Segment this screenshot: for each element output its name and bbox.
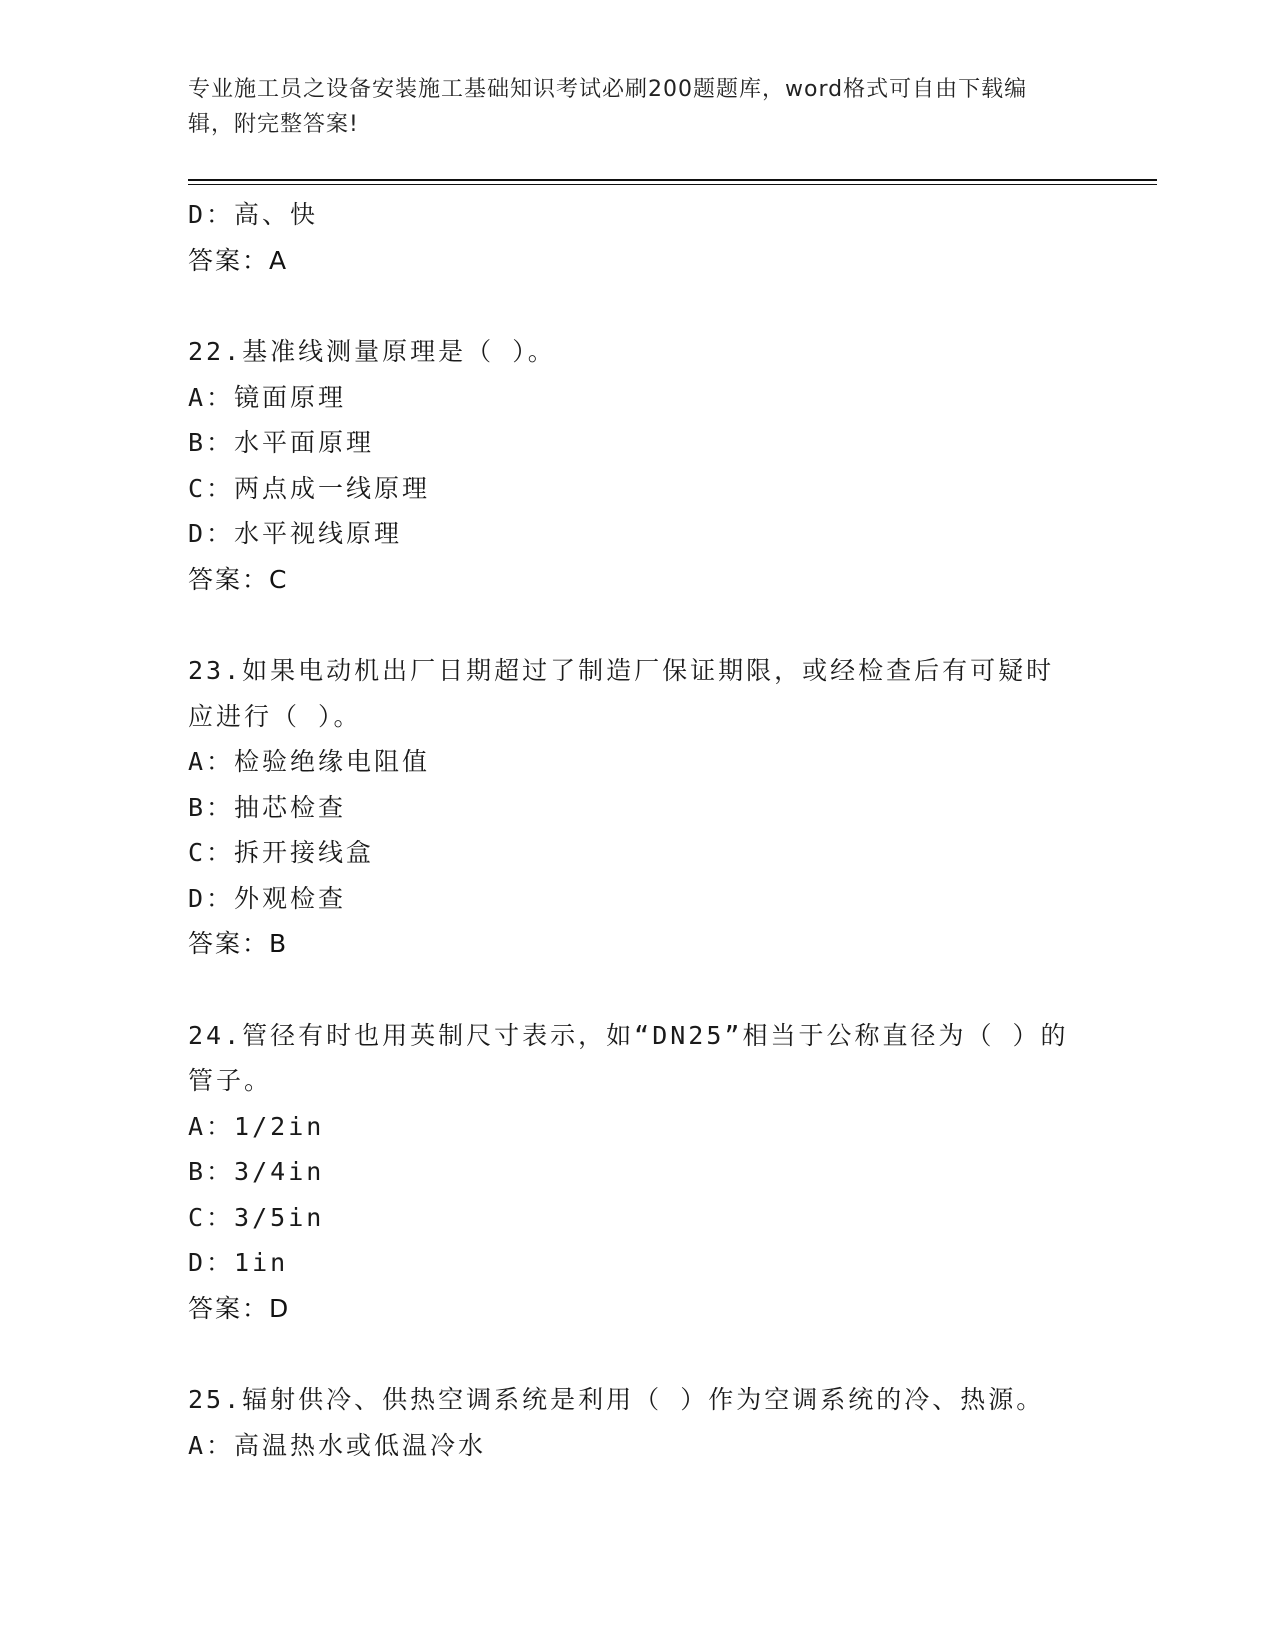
question-24-option-a: A：1/2in xyxy=(188,1111,325,1141)
question-22-option-a: A：镜面原理 xyxy=(188,382,347,412)
question-24-option-d: D：1in xyxy=(188,1248,289,1277)
header-divider-thick xyxy=(188,179,1157,181)
question-22-answer: 答案：C xyxy=(188,564,289,594)
question-22-option-b: B：水平面原理 xyxy=(188,428,375,457)
question-23-option-b: B：抽芯检查 xyxy=(188,792,347,822)
question-21-option-d: D：高、快 xyxy=(188,200,319,229)
question-22-option-d: D：水平视线原理 xyxy=(188,519,403,548)
question-24-answer: 答案：D xyxy=(188,1293,291,1323)
question-23-answer: 答案：B xyxy=(188,929,289,958)
question-22-stem: 22.基准线测量原理是（ ）。 xyxy=(188,337,556,366)
question-23-option-c: C：拆开接线盒 xyxy=(188,838,375,867)
question-spacer xyxy=(188,602,1088,648)
header-divider-thin xyxy=(188,184,1157,185)
question-24-option-c: C：3/5in xyxy=(188,1202,325,1232)
question-24-option-b: B：3/4in xyxy=(188,1157,325,1186)
question-22-option-c: C：两点成一线原理 xyxy=(188,473,431,503)
question-25-stem: 25.辐射供冷、供热空调系统是利用（ ）作为空调系统的冷、热源。 xyxy=(188,1385,1045,1414)
question-24-stem: 24.管径有时也用英制尺寸表示，如“DN25”相当于公称直径为（ ）的管子。 xyxy=(188,1020,1069,1095)
question-spacer xyxy=(188,967,1088,1013)
question-spacer xyxy=(188,283,1088,329)
question-25-option-a: A：高温热水或低温冷水 xyxy=(188,1430,487,1460)
question-23-option-d: D：外观检查 xyxy=(188,883,347,913)
page-header-title: 专业施工员之设备安装施工基础知识考试必刷200题题库，word格式可自由下载编辑，附完整答案! xyxy=(188,77,1028,137)
question-23-option-a: A：检验绝缘电阻值 xyxy=(188,747,431,776)
question-21-answer: 答案：A xyxy=(188,245,289,275)
question-spacer xyxy=(188,1331,1088,1377)
question-content xyxy=(188,192,1088,1468)
question-23-stem: 23.如果电动机出厂日期超过了制造厂保证期限，或经检查后有可疑时应进行（ ）。 xyxy=(188,656,1055,731)
